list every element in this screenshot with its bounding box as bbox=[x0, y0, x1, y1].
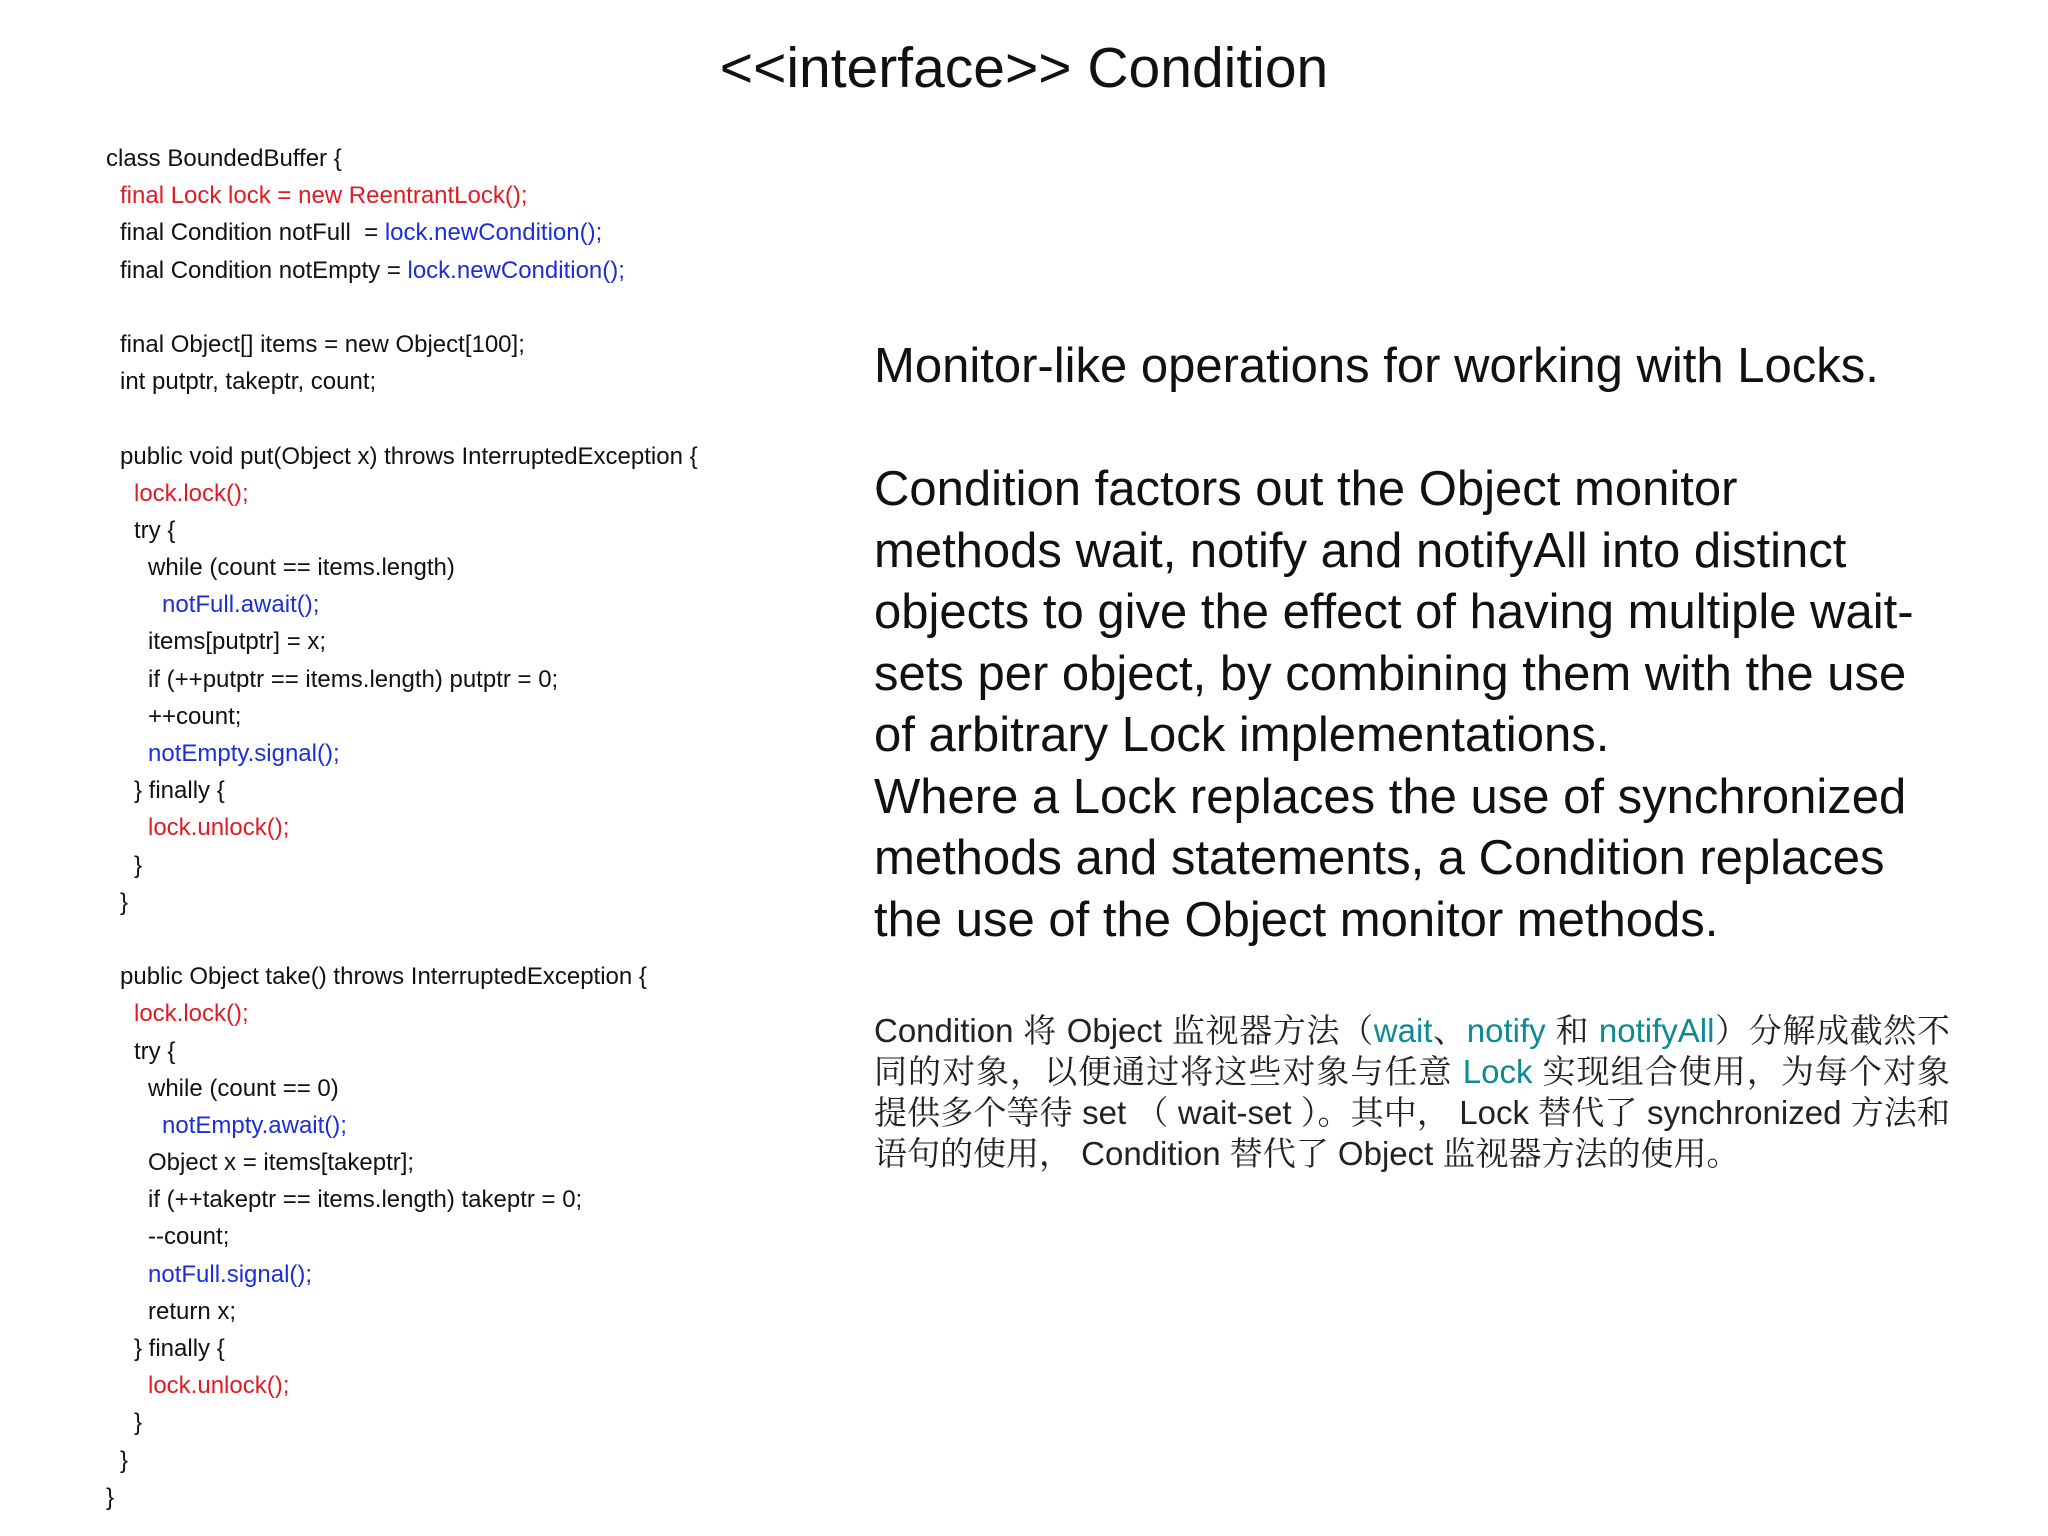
description-panel bbox=[874, 336, 2014, 951]
code-line bbox=[106, 326, 826, 363]
code-line bbox=[106, 214, 826, 251]
code-token: return x; bbox=[148, 1297, 237, 1325]
code-token: } bbox=[106, 1483, 115, 1511]
code-line bbox=[106, 475, 826, 512]
code-line bbox=[106, 772, 826, 809]
code-line bbox=[106, 512, 826, 549]
code-token-blue: lock.newCondition(); bbox=[407, 256, 625, 284]
body-line: the use of the Object monitor methods. bbox=[874, 892, 1719, 947]
code-token: public void put(Object x) throws InterruptedException { bbox=[120, 442, 698, 470]
code-line bbox=[106, 735, 826, 772]
code-line bbox=[106, 1293, 826, 1330]
code-token-red: lock.lock(); bbox=[134, 479, 249, 507]
code-line bbox=[106, 140, 826, 177]
slide-title: <<interface>> Condition bbox=[719, 36, 1329, 100]
body-line: of arbitrary Lock implementations. bbox=[874, 708, 1610, 762]
code-line bbox=[106, 177, 826, 214]
chinese-keyword: notifyAll bbox=[1598, 1012, 1715, 1049]
code-token: if (++putptr == items.length) putptr = 0; bbox=[148, 665, 559, 693]
code-line bbox=[106, 289, 826, 326]
code-line bbox=[106, 363, 826, 400]
code-line bbox=[106, 1330, 826, 1367]
code-token-blue: lock.newCondition(); bbox=[384, 219, 603, 247]
code-line bbox=[106, 1033, 826, 1070]
code-line bbox=[106, 1256, 826, 1293]
code-line bbox=[106, 958, 826, 995]
code-line bbox=[106, 1107, 826, 1144]
code-token: while (count == items.length) bbox=[148, 554, 455, 582]
body-line: methods and statements, a Condition replaces bbox=[874, 831, 1885, 885]
code-line bbox=[106, 623, 826, 660]
code-token-blue: notEmpty.await(); bbox=[162, 1111, 347, 1139]
code-token: try { bbox=[134, 516, 176, 544]
code-line bbox=[106, 1404, 826, 1441]
code-token: --count; bbox=[148, 1223, 230, 1251]
code-token: } finally { bbox=[134, 1335, 225, 1362]
code-token-red: lock.unlock(); bbox=[148, 1372, 290, 1400]
body-line: methods wait, notify and notifyAll into distinct bbox=[874, 523, 1847, 578]
body-line: Condition factors out the Object monitor bbox=[874, 462, 1738, 516]
code-token: try { bbox=[134, 1037, 176, 1065]
summary-text: Monitor-like operations for working with Locks. bbox=[874, 339, 1879, 393]
code-line bbox=[106, 661, 826, 698]
code-line bbox=[106, 586, 826, 623]
code-token: final Condition notEmpty = bbox=[120, 256, 408, 284]
code-token: } bbox=[120, 1446, 129, 1474]
code-token: int putptr, takeptr, count; bbox=[120, 368, 377, 396]
code-token-red: lock.lock(); bbox=[134, 1000, 249, 1028]
body-line: objects to give the effect of having multiple wait- bbox=[874, 585, 1914, 639]
chinese-translation bbox=[874, 1010, 1950, 1174]
chinese-text: 实现组合使用，为每个对象提供多个等待 set （ wait-set ）。其中， Lock 替代了 synchronized 方法和语句的使用， Condition 替代了 Object 监视器方法的使用。 bbox=[874, 1053, 1950, 1172]
code-line bbox=[106, 847, 826, 884]
code-token-blue: notFull.signal(); bbox=[148, 1260, 313, 1288]
code-line bbox=[106, 1367, 826, 1404]
chinese-text: 、 bbox=[1432, 1012, 1467, 1049]
code-token: final Condition notFull = bbox=[120, 219, 385, 247]
code-line bbox=[106, 438, 826, 475]
code-token-red: lock.unlock(); bbox=[148, 814, 290, 842]
code-token: ++count; bbox=[148, 702, 242, 730]
chinese-keyword: notify bbox=[1466, 1012, 1546, 1049]
chinese-keyword: wait bbox=[1373, 1012, 1433, 1049]
code-token: } finally { bbox=[134, 777, 225, 805]
code-token: } bbox=[120, 888, 129, 916]
body-line: Where a Lock replaces the use of synchronized bbox=[874, 769, 1907, 824]
code-token-blue: notFull.await(); bbox=[162, 591, 320, 619]
code-token: if (++takeptr == items.length) takeptr = 0; bbox=[148, 1186, 583, 1214]
code-line bbox=[106, 698, 826, 735]
code-token: final Object[] items = new Object[100]; bbox=[120, 330, 525, 358]
chinese-keyword: Lock bbox=[1462, 1053, 1533, 1090]
code-token: } bbox=[134, 851, 143, 879]
code-line bbox=[106, 1218, 826, 1255]
code-line bbox=[106, 252, 826, 289]
code-token: items[putptr] = x; bbox=[148, 628, 327, 656]
code-token: } bbox=[134, 1409, 143, 1437]
body-line: sets per object, by combining them with the use bbox=[874, 646, 1907, 701]
paragraph-gap bbox=[874, 398, 2014, 460]
code-line bbox=[106, 549, 826, 586]
code-line bbox=[106, 884, 826, 921]
code-line bbox=[106, 995, 826, 1032]
chinese-text: 和 bbox=[1545, 1012, 1599, 1049]
code-line bbox=[106, 1181, 826, 1218]
code-token: class BoundedBuffer { bbox=[106, 145, 342, 172]
code-line bbox=[106, 921, 826, 958]
code-line bbox=[106, 1442, 826, 1479]
code-line bbox=[106, 1479, 826, 1516]
code-line bbox=[106, 400, 826, 437]
chinese-text: ）分解成截然不同的对象，以便通过将这些对象与任意 bbox=[874, 1012, 1951, 1090]
chinese-text: Condition 将 Object 监视器方法（ bbox=[874, 1012, 1374, 1049]
code-example bbox=[106, 140, 826, 1516]
code-token-red: final Lock lock = new ReentrantLock(); bbox=[120, 182, 528, 210]
code-line bbox=[106, 1144, 826, 1181]
code-line bbox=[106, 1070, 826, 1107]
code-line bbox=[106, 809, 826, 846]
code-token-blue: notEmpty.signal(); bbox=[148, 740, 340, 767]
code-token: public Object take() throws InterruptedException { bbox=[120, 963, 647, 991]
code-token: while (count == 0) bbox=[148, 1074, 339, 1102]
code-token: Object x = items[takeptr]; bbox=[148, 1149, 415, 1177]
